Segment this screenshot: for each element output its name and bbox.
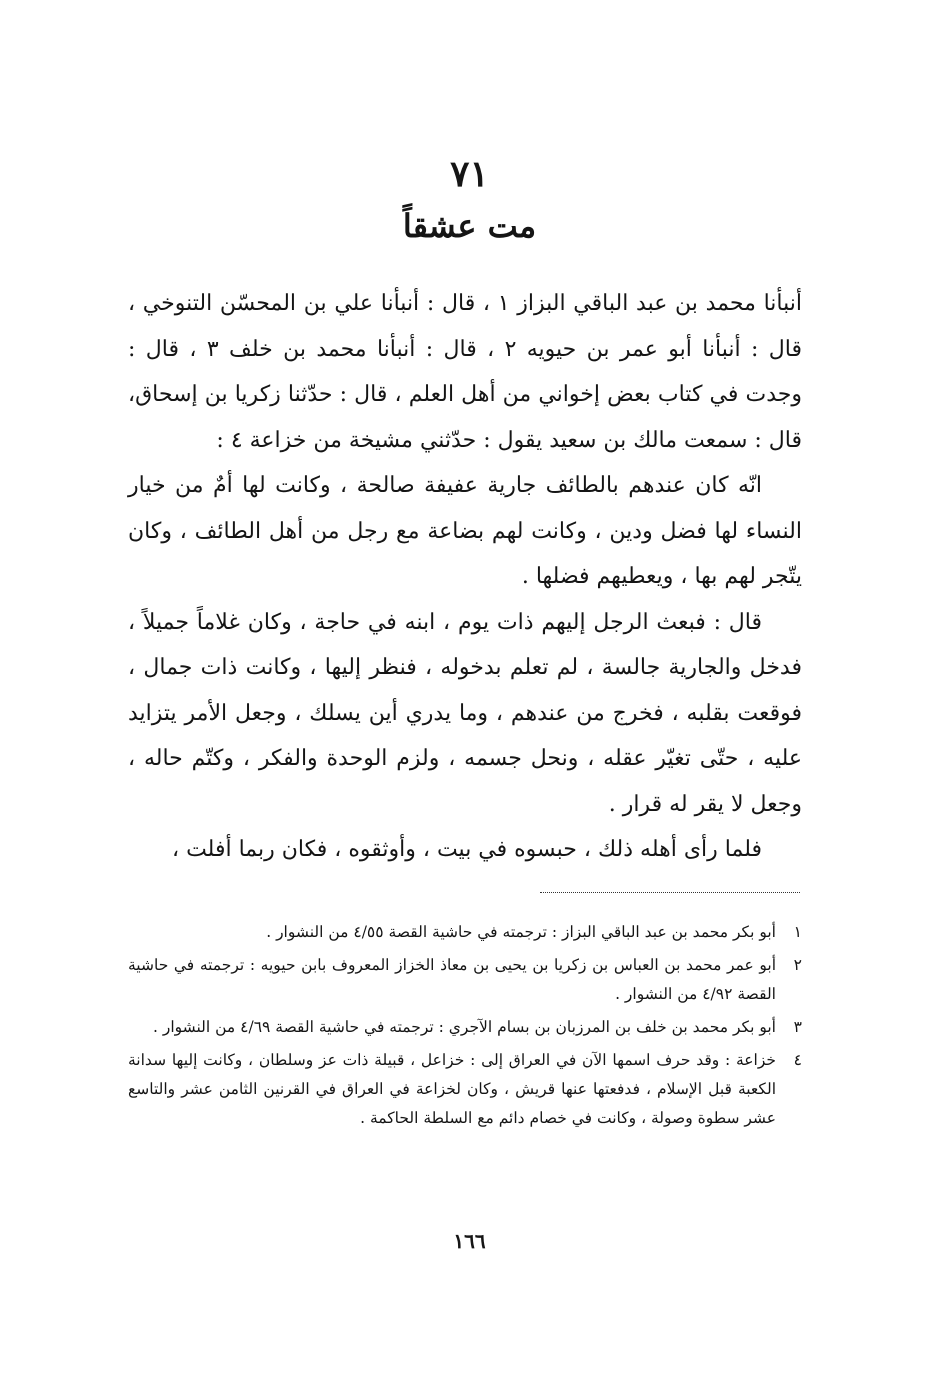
footnote-number: ٣ bbox=[793, 1018, 802, 1036]
page-number bbox=[0, 1226, 939, 1256]
footnote-4 bbox=[128, 1046, 802, 1133]
footnote-3 bbox=[128, 1013, 802, 1042]
paragraph-story-1: انّه كان عندهم بالطائف جارية عفيفة صالحة ، وكانت لها أمٌ من خيار النساء لها فضل ودين ، وكانت لهم بضاعة مع رجل من أهل الطائف ، وكان يتّجر لهم بها ، ويعطيهم فضلها . bbox=[128, 473, 802, 589]
page-number-value: ١٦٦ bbox=[453, 1229, 486, 1253]
paragraph-story-2: قال : فبعث الرجل إليهم ذات يوم ، ابنه في حاجة ، وكان غلاماً جميلاً ، فدخل والجارية جالسة ، لم تعلم بدخوله ، فنظر إليها ، وكانت ذات جمال ، فوقعت بقلبه ، فخرج من عندهم ، وما يدري أين يسلك ، وجعل الأمر يتزايد عليه ، حتّى تغيّر عقله ، ونحل جسمه ، ولزم الوحدة والفكر ، وكتّم حاله ، وجعل لا يقر له قرار . bbox=[128, 609, 802, 817]
paragraph-isnad: أنبأنا محمد بن عبد الباقي البزاز ١ ، قال : أنبأنا علي بن المحسّن التنوخي ، قال : أنبأنا أبو عمر بن حيويه ٢ ، قال : أنبأنا محمد بن خلف ٣ ، قال : وجدت في كتاب بعض إخواني من أهل العلم ، قال : حدّثنا زكريا بن إسحاق، قال : سمعت مالك بن سعيد يقول : حدّثني مشيخة من خزاعة ٤ : bbox=[128, 291, 803, 453]
footnote-text: خزاعة : وقد حرف اسمها الآن في العراق إلى : خزاعل ، قبيلة ذات عز وسلطان ، وكانت إليها سدانة الكعبة قبل الإسلام ، فدفعتها عنها قريش ، وكان لخزاعة في العراق في القرنين الثامن عشر والتاسع عشر سطوة وصولة ، وكانت في خصام دائم مع السلطة الحاكمة . bbox=[128, 1051, 776, 1127]
footnote-text: أبو عمر محمد بن العباس بن زكريا بن يحيى بن معاذ الخزاز المعروف بابن حيويه : ترجمته في حاشية القصة ٤/٩٢ من النشوار . bbox=[128, 956, 776, 1003]
chapter-number: ٧١ bbox=[450, 153, 489, 195]
footnote-number: ١ bbox=[793, 923, 802, 941]
footnote-divider bbox=[540, 892, 800, 893]
footnote-text: أبو بكر محمد بن خلف بن المرزبان بن بسام الآجري : ترجمته في حاشية القصة ٤/٦٩ من النشوار . bbox=[153, 1018, 776, 1036]
footnote-number: ٤ bbox=[793, 1051, 802, 1069]
body-text bbox=[128, 281, 802, 873]
footnotes bbox=[128, 918, 802, 1137]
footnote-2 bbox=[128, 951, 802, 1009]
footnote-1 bbox=[128, 918, 802, 947]
chapter-title: مت عشقاً bbox=[402, 207, 537, 245]
paragraph-story-3: فلما رأى أهله ذلك ، حبسوه في بيت ، وأوثقوه ، فكان ربما أفلت ، bbox=[171, 837, 762, 862]
footnote-number: ٢ bbox=[793, 956, 802, 974]
footnote-text: أبو بكر محمد بن عبد الباقي البزاز : ترجمته في حاشية القصة ٤/٥٥ من النشوار . bbox=[266, 923, 776, 941]
